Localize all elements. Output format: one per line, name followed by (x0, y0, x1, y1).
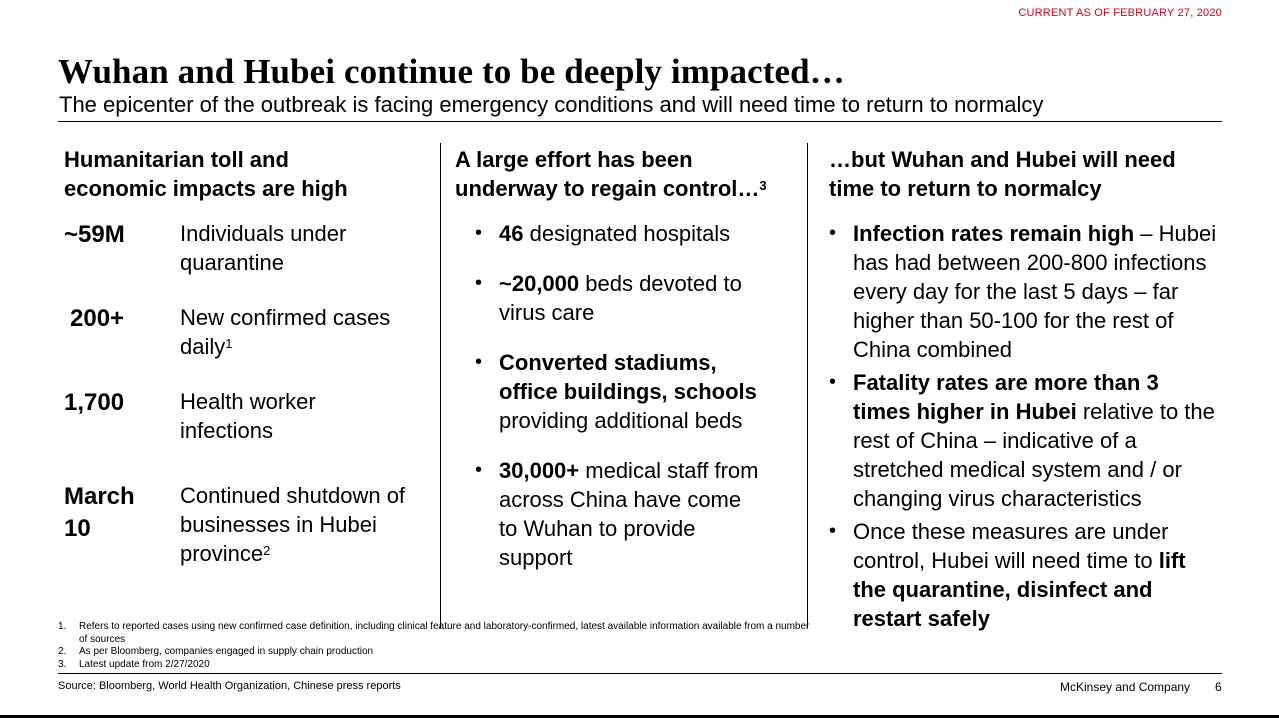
bullet-infection-rates-bold: Infection rates remain high (853, 221, 1135, 246)
bullet-medical-staff-text: medical staff from across China have come to Wuhan to provide support (499, 458, 759, 570)
source-note: Source: Bloomberg, World Health Organization, Chinese press reports (58, 680, 401, 692)
footnote-1 (58, 621, 818, 646)
bullet-infection-rates (829, 219, 1219, 364)
footnote-text: Refers to reported cases using new confirmed case definition, including clinical feature and laboratory-confirmed, latest available information available from a number of sources (79, 621, 810, 645)
footnotes (58, 621, 818, 671)
stat-desc-quarantine: Individuals under quarantine (180, 221, 347, 275)
bullet-hospitals (475, 219, 765, 248)
bullet-fatality-rates-text: relative to the rest of China – indicative of a stretched medical system and / or changing virus characteristics (853, 399, 1215, 511)
middle-column-heading (455, 145, 805, 203)
bullet-beds (475, 269, 765, 327)
bullet-medical-staff-bold: 30,000+ (499, 458, 580, 483)
footnote-ref-2: 2 (263, 543, 271, 558)
footnote-3 (58, 659, 818, 672)
stat-value-quarantine: ~59M (64, 221, 125, 248)
right-heading-line2: time to return to normalcy (829, 176, 1102, 201)
bullet-dot: • (475, 222, 483, 244)
left-column-heading (64, 145, 434, 203)
footnote-2 (58, 646, 818, 659)
bullet-fatality-rates (829, 368, 1219, 513)
stat-value-new-cases: 200+ (70, 305, 125, 332)
stat-desc-new-cases-text: New confirmed cases daily (180, 305, 391, 359)
bullet-converted-venues-text: providing additional beds (499, 408, 743, 433)
bullet-restart-text: Once these measures are under control, Hubei will need time to (853, 519, 1169, 573)
footnote-number: 2. (58, 646, 67, 657)
middle-heading-line1: A large effort has been (455, 147, 693, 172)
stat-desc-shutdown-text: Continued shutdown of businesses in Hubei province (180, 483, 406, 566)
bullet-fatality-rates-bold: Fatality rates are more than 3 times higher in Hubei (853, 370, 1159, 424)
stat-desc-new-cases (180, 303, 420, 361)
stat-value-shutdown-date (64, 481, 135, 545)
page-subtitle: The epicenter of the outbreak is facing emergency conditions and will need time to return to normalcy (59, 92, 1044, 117)
bullet-restart (829, 517, 1219, 633)
bullet-restart-bold: lift the quarantine, disinfect and restart safely (853, 548, 1186, 631)
column-divider-left (440, 143, 441, 628)
bullet-converted-venues (475, 348, 765, 435)
bullet-dot: • (829, 520, 837, 542)
bullet-beds-text: beds devoted to virus care (499, 271, 742, 325)
stat-desc-health-workers: Health worker infections (180, 389, 316, 443)
bullet-dot: • (475, 459, 483, 481)
stat-value-health-workers: 1,700 (64, 389, 125, 416)
footnote-number: 1. (58, 621, 67, 632)
footnote-text: Latest update from 2/27/2020 (79, 658, 210, 670)
right-bullet-list (829, 219, 1219, 633)
bullet-dot: • (475, 351, 483, 373)
bullet-converted-venues-bold: Converted stadiums, office buildings, schools (499, 350, 757, 404)
bullet-dot: • (475, 272, 483, 294)
bullet-dot: • (829, 371, 837, 393)
right-column-heading (829, 145, 1229, 203)
footnote-text: As per Bloomberg, companies engaged in supply chain production (79, 646, 374, 657)
left-heading-line2: economic impacts are high (64, 176, 348, 201)
stat-value-shutdown-line1: March (64, 483, 135, 510)
footnote-number: 3. (58, 658, 67, 670)
bullet-dot: • (829, 222, 837, 244)
bullet-beds-bold: ~20,000 (499, 271, 580, 296)
stat-value-shutdown-line2: 10 (64, 515, 91, 542)
bullet-hospitals-text: designated hospitals (523, 221, 731, 246)
column-divider-right (807, 143, 808, 628)
right-heading-line1: …but Wuhan and Hubei will need (829, 147, 1176, 172)
bullet-infection-rates-text: – Hubei has had between 200-800 infections every day for the last 5 days – far higher than 50-100 for the rest of China combined (853, 221, 1217, 362)
left-heading-line1: Humanitarian toll and (64, 147, 289, 172)
bullet-hospitals-bold: 46 (499, 221, 524, 246)
footer-rule (58, 673, 1222, 674)
stat-desc-shutdown (180, 481, 410, 568)
page-number: 6 (1215, 680, 1222, 694)
bullet-medical-staff (475, 456, 765, 572)
brand-name: McKinsey and Company (1060, 680, 1191, 694)
middle-heading-line2 (455, 174, 805, 203)
date-tag: CURRENT AS OF FEBRUARY 27, 2020 (1018, 7, 1222, 19)
middle-bullet-list (475, 219, 765, 572)
footnote-ref-1: 1 (225, 336, 233, 351)
title-rule (58, 121, 1222, 122)
middle-heading-line2-text: underway to regain control… (455, 176, 760, 201)
footnote-ref-3: 3 (759, 178, 767, 193)
page-title: Wuhan and Hubei continue to be deeply impacted… (58, 52, 845, 91)
